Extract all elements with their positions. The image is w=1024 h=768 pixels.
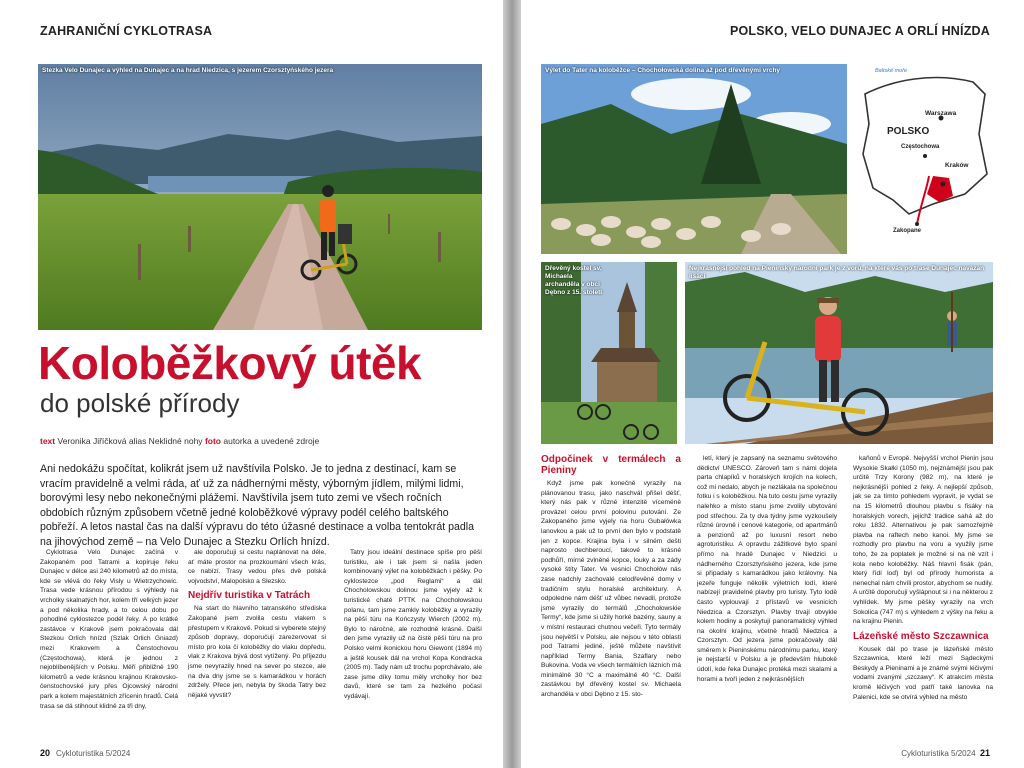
map-city-zakopane: Zakopane [893,228,922,234]
left-page-number: 20 [40,748,51,758]
spread-gutter [503,0,521,768]
article-title: Koloběžkový útěk [38,337,422,389]
right-col2-text: letí, který je zapsaný na seznamu světového dědictví UNESCO. Zároveň tam s námi dojela parta chlapíků v horalských krojích na kolech, což mi nedalo, abych je nezlákala na společnou fotku i s koloběžkou. Na tuto cestu jsme vyrazily nalehko a místo stanu jsme zvolily ubytování pod střechou. Za ty dva týdny jsme vyzkoušely různé úrovně i cenové kategorie, od apartmánů a penzionů až po luxusní resort nebo agroturistiku. A opravdu zážitkové bylo spaní přímo na hradě Dunajec v Niedzici u nádherného Czorsztyńského jezera, kde jsme si připadaly s kamarádkou jako královny. Na jezeře funguje několik výletních lodí, které nabízejí pravidelné plavby pro turisty. Tyto lodě často vyplouvají z přístavů ve vesnicích Niedzica a Czorsztyn. Plavby trvají obvykle kolem hodiny a poskytují panoramatický výhled na okolní krajinu, včetně hradů Niedzica a Czorsztyn. Od jezera jsme pokračovaly dál směrem k Pieninskému národnímu parku, který je nejstarší v Polsku a je především hlubokě údolí, kde řeka Dunajec protéká mezi skalami a horami a tvoří jeden z nejkrásnějších [697,455,837,683]
right-section-header: POLSKO, VELO DUNAJEC A ORLÍ HNÍZDA [729,24,990,38]
hero-photo [38,64,482,330]
poland-map [853,64,993,254]
left-folio [40,748,130,758]
right-folio [901,748,990,758]
left-column-3 [344,548,482,734]
hero-photo-scene [38,64,482,330]
right-column-3 [853,454,993,734]
byline-text-label: text [40,436,56,446]
map-city-czestochowa: Częstochowa [901,144,940,150]
right-page-number: 21 [979,748,990,758]
right-col1-heading: Odpočinek v termálech a Pieniny [541,454,681,476]
right-page [521,0,1024,768]
right-column-2 [697,454,837,734]
hero-photo-caption: Stezka Velo Dunajec a výhled na Dunajec a na hrad Niedzica, s jezerem Czorsztyńského jezera [42,67,334,74]
left-page [0,0,503,768]
left-col2b-text: Na start do hlavního tatranského střediska Zakopané jsem zvolila cestu vlakem s přestupem v Krakově. Pokud si vyberete stejný způsob dopravy, doporučuji zarezervovat si místo pro kola či koloběžky do vlaku dopředu, vlak z Krakova bývá dost vytížený. Po příjezdu jsme nevyrazily hned na sever po stezce, ale na dva dny jsme se s kamarádkou v horách zdržely. Přece jen, nebyla by škoda Tatry bez nějaké vyvstit? [188,605,326,699]
left-col2a-text: ale doporučuji si cestu naplánovat na déle, ať máte prostor na prozkoumání všech krás, ce nabízí. Trasy vedou přes dvě polská vojvodství, Malopolsko a Slezsko. [188,549,326,585]
lead-paragraph: Ani nedokážu spočítat, kolikrát jsem už navštívila Polsko. Je to jedna z destinací, kam se vracím pravidelně a velmi ráda, ať už za nádhernými městy, výborným jídlem, milými lidmi, borovými lesy nebo nekonečnými plážemi. Navštívila jsem tuto zemi ve všech ročních obdobích různým způsobem včetně jedné koloběžkové výpravy podél celého baltského pobřeží. A letos nastal čas na další výpravu do této úžasné destinace a volba tentokrát padla na jihovýchod země – na Velo Dunajec a Stezku Orlích hnízd. [40,463,475,548]
right-col3b-text: Kousek dál po trase je lázeňské město Szczawnica, které leží mezi Sądeckými Beskydy a Pieninami a je známé svými léčivými vodami zvanými „szczawy“. K atrakcím města kromě léčivých vod patří také lanovka na Palenici, kde se otvírá výhled na město [853,645,993,701]
byline [40,436,319,446]
left-col3-text: Tatry jsou ideální destinace spíše pro pěší turistiku, ale i tak jsem si našla jeden kombinovaný výlet na koloběžkách i pěšky. Po cyklostezce „pod Reglami“ a dál Chocholowskou dolinou jsme vyjely až k turistické chatě PTTK na Chochołowskou polanu, tam jsme zamkly koloběžky a vyrazily na pěší túru na Kończysty Wierch (2002 m). Bylo to náročné, ale rozhodně krásné. Další den jsme vyrazily už na čistě pěší túru na pro Polsko velmi ikonickou horu Giewont (1894 m) a ještě kousek dál na vrchol Kopa Kondracka (2005 m). Tady nám už trochu poprchávalo, ale zase jsme díky tomu měly vrcholky hor bez davů, které se tam za hezkého počasí vydávají. [344,549,482,700]
map-city-warszawa: Warszawa [925,110,957,117]
church-photo [541,262,677,444]
byline-photo-label: foto [204,436,221,446]
right-col3a-text: kaňonů v Evropě. Nejvyšší vrchol Pienin jsou Wysokie Skałki (1050 m), nejznámější jsou pak určitě Trzy Korony (982 m), na které je nejkrásnější pohled z řeky. A nejlepší způsob, jak se za tímto pohledem vypravit, je vydat se na 15 kilometrů dlouhou plavbu s fisáky na horalských vorech, jejichž tradice sahá až do roku 1832. Alternativou je pak samozřejmě plavba na raftech nebo kanoi. My jsme se rozhodly pro plavbu na voru a využily jsme toho, že za poplatek je možné si na ně vzít i kola nebo koloběžky. Náš hlavní fisák (pán, který řídí loď) byl od přírody humorista a nenechal nám chvíli prostor, abychom se nudily. A určitě doporučuji vyšlápnout si i na některou z vyhlídek. My jsme pěšky vyrazily na vrch Sokolica (747 m) s výhledem z výšky na řeku a na krajinu Pienin. [853,455,993,626]
byline-author: Veronika Jiříčková alias Neklidné nohy [57,436,203,446]
left-col1-text: Cyklotrasa Velo Dunajec začíná v Zakopaném pod Tatrami a kopíruje řeku Dunajec v délce asi 240 kilometrů až do místa, kde se vlévá do řeky Visly u Wietrzychowic. Trasa vede krásnou přírodou s výhledy na vrcholky skalnatých hor, kolem tří velkých jezer a pod několika hrady, a to celou dobu po pohodlné cyklostezce podél řeky. A po krátké zastávce v Krakově jsem pokračovala dál Stezkou Orlích hnízd (Szlak Orlich Gniazd) mezi Krakovem a Čenstochovou (Częstochowa), která je jednou z nejoblíbenějších v Polsku. Měří přibližně 190 kilometrů a vede krásnou krajinou Krakovsko-čenstochovské jury přes Ojcowský národní park a kolem majestátních zřícenin hradů. Celá trasa se dá stihnout klidně za tři dny, [40,549,178,710]
article-subtitle: do polské přírody [40,388,240,418]
sheep-photo [541,64,847,254]
right-col1-text: Když jsme pak konečně vyrazily na plánovanou trasu, jako naschvál přišel déšť, který nás pak v různé intenzitě víceméně provázel celou první polovinu putování. Ze Zakopaného jsme vyjely na horu Gubałówka lanovkou a pak už to první den bylo v podstatě jen z kopce. Krajina byla i v silném dešti naprosto dechberoucí, takové to krásné podhůří, mírně zvlněné kopce, louky a za zády vysoké štíty Tater. Ve vesnici Chochołów nás zase nadchly zachovalé celodřevěné domy v tradičním stylu horalské architektury. A odpoledne nám déšť už vůbec nevadil, protože jsme vyrazily do termálů „Chochołowskie Termy“, kde jsme si užily horké bazény, sauny a v místní restauraci chutnou večeři. Tyto termály jsou největší v Polsku, ale nejsou v této oblasti pod Tatrami jediné, ještě můžete navštívit například Termy Bania, Szaflary nebo Bukovina. Voda ve všech termálních lázních má minimálně 30 °C a maximálně 40 °C. Další zastávkou byl dřevěný kostel sv. Michaela archanděla v obci Dębno z 15. sto- [541,480,681,699]
right-column-1 [541,454,681,734]
right-col3-heading: Lázeňské město Szczawnica [853,630,989,642]
sheep-photo-scene [541,64,847,254]
map-sea-label: Baltské moře [875,68,908,74]
left-folio-text: Cykloturistika 5/2024 [56,749,131,758]
map-country-label: POLSKO [887,126,930,137]
poland-map-graphic [853,64,993,254]
left-col2-heading: Nejdřív turistika v Tatrách [188,590,311,602]
church-photo-caption: Dřevěný kostel sv. Michaela archanděla v obci Dębno z 15. století [545,265,603,297]
byline-photo-credit: autorka a uvedené zdroje [223,436,320,446]
raft-photo [685,262,993,444]
sheep-photo-caption: Výlet do Tater na koloběžce – Chochołowská dolina až pod dřevěnými vrchy [545,67,781,74]
raft-photo-scene [685,262,993,444]
right-folio-text: Cykloturistika 5/2024 [901,749,976,758]
left-column-2 [188,548,326,734]
map-city-krakow: Kraków [945,162,969,169]
section-header: ZAHRANIČNÍ CYKLOTRASA [40,24,213,38]
left-column-1 [40,548,178,734]
raft-photo-caption: Nejkrásnější pohled na Pieninský národní park je z vorů, na které vás po trase Dunajec navázan lišácí [689,265,985,281]
